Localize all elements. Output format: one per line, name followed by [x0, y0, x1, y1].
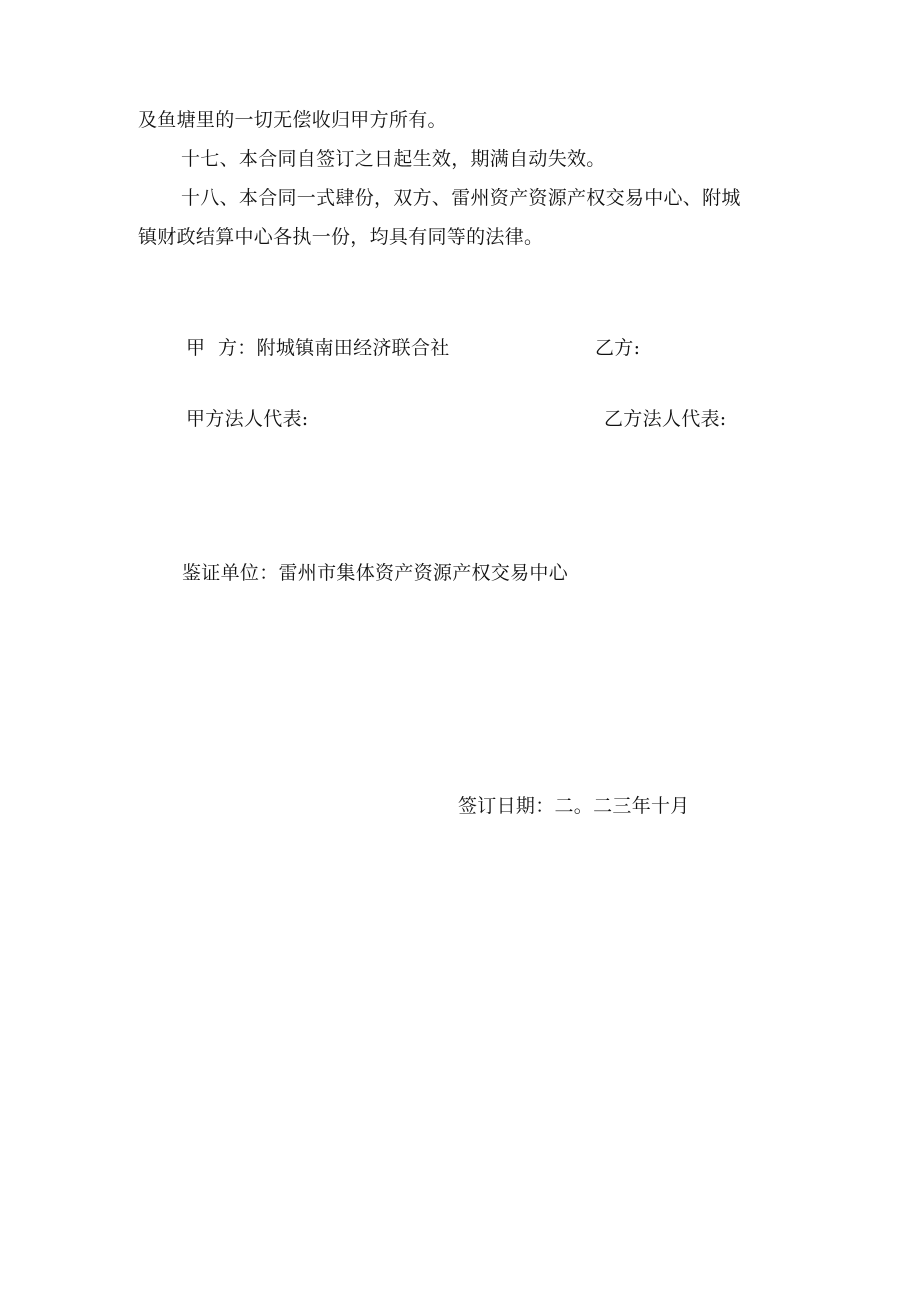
- party-a-representative-label: 甲方法人代表:: [186, 408, 309, 430]
- clause-17: 十七、本合同自签订之日起生效，期满自动失效。: [181, 148, 606, 170]
- party-b-label: 乙方:: [595, 337, 641, 359]
- party-b-representative-label: 乙方法人代表:: [604, 408, 727, 430]
- clause-18-line-2: 镇财政结算中心各执一份，均具有同等的法律。: [138, 226, 544, 248]
- paragraph-continuation: 及鱼塘里的一切无偿收归甲方所有。: [138, 109, 447, 131]
- verification-unit: 鉴证单位：雷州市集体资产资源产权交易中心: [182, 562, 569, 584]
- party-a-label: 甲 方：附城镇南田经济联合社: [186, 337, 450, 359]
- signing-date: 签订日期：二。二三年十月: [458, 795, 690, 817]
- clause-18-line-1: 十八、本合同一式肆份，双方、雷州资产资源产权交易中心、附城: [181, 187, 741, 209]
